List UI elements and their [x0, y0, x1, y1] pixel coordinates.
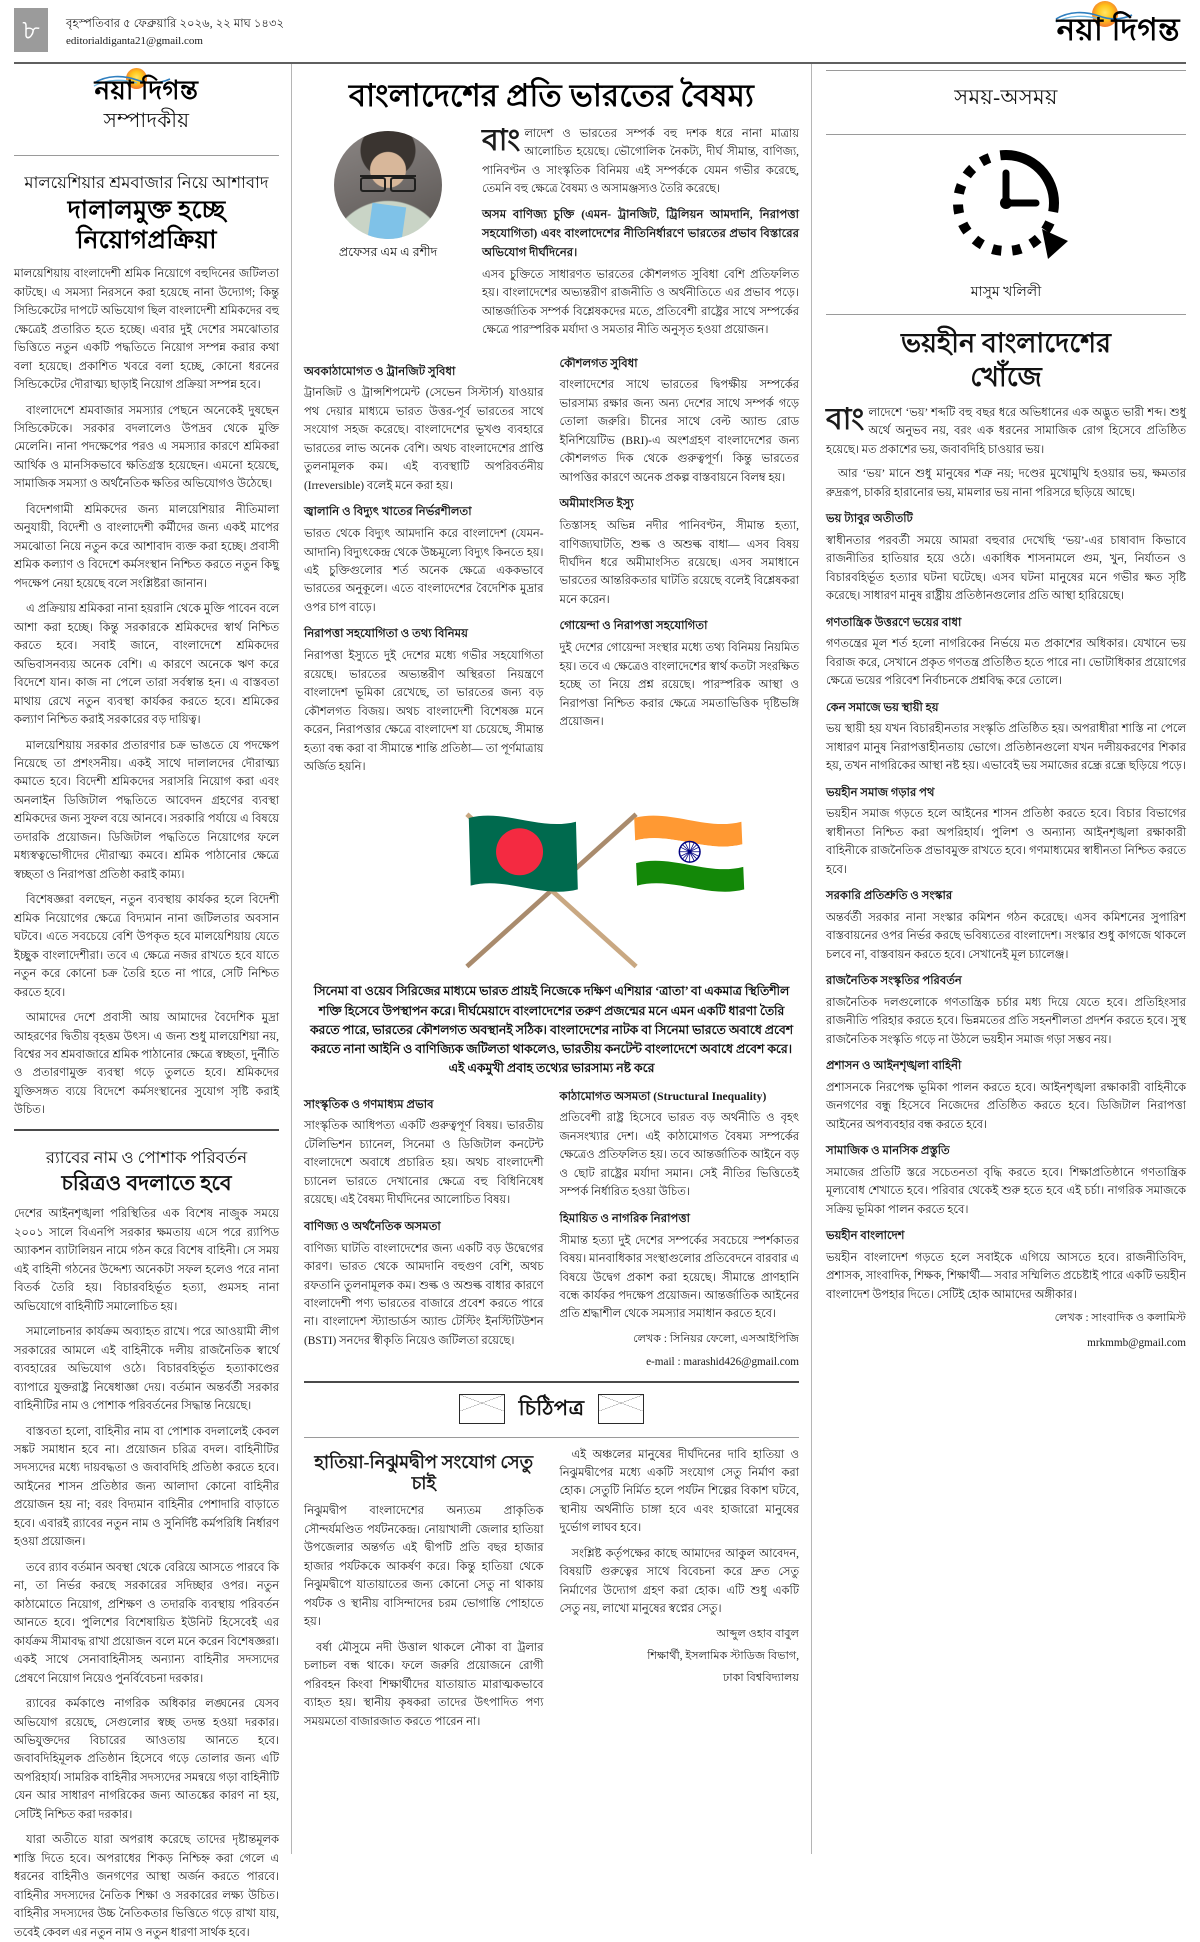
letter-signature-detail-2: ঢাকা বিশ্ববিদ্যালয় — [723, 1672, 799, 1685]
paragraph: ভয়হীন বাংলাদেশ গড়তে হলে সবাইকে এগিয়ে আসতে হবে। রাজনীতিবিদ, প্রশাসক, সাংবাদিক, শিক্ষক, শিক্ষার্থী— সবার সম্মিলিত প্রচেষ্টাই পারে একটি ভয়হীন বাংলাদেশ উপহার দিতে। সেটিই হোক আমাদের অঙ্গীকার। — [826, 1251, 1187, 1301]
paragraph: মালয়েশিয়ায় সরকার প্রতারণার চক্র ভাঙতে যে পদক্ষেপ নিয়েছে তা প্রশংসনীয়। একই সাথে দালালদের দৌরাত্ম্য কমাতে হবে। বিদেশী শ্রমিকদের সরাসরি নিয়োগ করা এবং অনলাইন ডিজিটাল পদ্ধতিতে আবেদন গ্রহণের ব্যবস্থা শ্রমিকদের জন্য সুফল বয়ে আনবে। সরকারি পর্যায়ে এ বিষয়ে তদারকি প্রয়োজন। ডিজিটাল পদ্ধতিতে নিয়োগের ফলে মধ্যস্বত্বভোগীদের দৌরাত্ম্য কমবে। শ্রমিক পাঠানোর ক্ষেত্রে স্বচ্ছতা ও নিরাপত্তা প্রতিষ্ঠা করাই কাম্য। — [14, 739, 279, 881]
paragraph: বর্ষা মৌসুমে নদী উত্তাল থাকলে নৌকা বা ট্রলার চলাচল বন্ধ থাকে। ফলে জরুরি প্রয়োজনে রোগী পরিবহন কিংবা শিক্ষার্থীদের যাতায়াত মারাত্মকভাবে ব্যাহত হয়। স্থানীয় কৃষকরা তাদের উৎপাদিত পণ্য সময়মতো বাজারজাত করতে পারেন না। — [304, 1641, 544, 1728]
paragraph: আমাদের দেশে প্রবাসী আয় আমাদের বৈদেশিক মুদ্রা আহরণের দ্বিতীয় বৃহত্তম উৎস। এ জন্য শুধু মালয়েশিয়া নয়, বিশ্বের সব শ্রমবাজারে শ্রমিক পাঠানোর ক্ষেত্রে স্বচ্ছতা, দুর্নীতি ও প্রতারণামুক্ত ব্যবস্থা গড়ে তুলতে হবে। শ্রমিকদের যুক্তিসঙ্গত ব্যয়ে বিদেশে কর্মসংস্থানের সুযোগ সৃষ্টি করাই উচিত। — [14, 1012, 279, 1117]
section-heading: ভয়হীন সমাজ গড়ার পথ — [826, 786, 935, 799]
author-email: e-mail : marashid426@gmail.com — [646, 1355, 799, 1368]
section-heading: কেন সমাজে ভয় স্থায়ী হয় — [826, 701, 939, 714]
paragraph: এ প্রক্রিয়ায় শ্রমিকরা নানা হয়রানি থেকে মুক্তি পাবেন বলে আশা করা হচ্ছে। কিন্তু সরকারকে শ্রমিকদের স্বার্থ নিশ্চিত করতে হবে। সবাই জানে, বাংলাদেশে শ্রমিকদের অভিবাসনব্যয় অনেক বেশি। এ কারণে অনেকে ঋণ করে বিদেশে যান। কাজ না পেলে তারা সর্বস্বান্ত হন। এ বাস্তবতা মাথায় রেখে নতুন ব্যবস্থা কার্যকর করতে হবে। শ্রমিকের কল্যাণ নিশ্চিত করাই সরকারের বড় দায়িত্ব। — [14, 603, 279, 727]
paragraph: এই অঞ্চলের মানুষের দীর্ঘদিনের দাবি হাতিয়া ও নিঝুমদ্বীপের মধ্যে একটি সংযোগ সেতু নির্মাণ করা হোক। সেতুটি নির্মিত হলে পর্যটন শিল্পের বিকাশ ঘটবে, স্থানীয় অর্থনীতি চাঙ্গা হবে এবং হাজারো মানুষের দুর্ভোগ লাঘব হবে। — [559, 1448, 799, 1535]
masthead-logo[interactable] — [1057, 12, 1186, 45]
editorial-logo-text: নয়া দিগন্ত — [94, 76, 199, 105]
letter-title: হাতিয়া-নিঝুমদ্বীপ সংযোগ সেতু চাই — [314, 1451, 534, 1494]
author-card — [304, 125, 472, 264]
masthead-logo-text: নয়া দিগন্ত — [1056, 12, 1180, 47]
paragraph: ট্রানজিট ও ট্রান্সশিপমেন্ট (সেভেন সিস্টার্স) যাওয়ার পথ দেয়ার মাধ্যমে ভারত উত্তর-পূর্ব ভারতের সাথে সংযোগ সহজ করেছে। বাংলাদেশের ভূখণ্ড ব্যবহারে ভারতের লাভ অনেক বেশি। অথচ বাংলাদেশের প্রাপ্তি তুলনামূলক কম। এই ব্যবস্থাটি অপরিবর্তনীয় (Irreversible) বলেই মনে করা হয়। — [304, 387, 544, 492]
section-heading: ভয়হীন বাংলাদেশ — [826, 1230, 905, 1243]
paragraph: নিরাপত্তা ইস্যুতে দুই দেশের মধ্যে গভীর সহযোগিতা রয়েছে। ভারতের অভ্যন্তরীণ অস্থিরতা নিয়ন্ত্রণে বাংলাদেশ ভূমিকা রেখেছে, তা ভারতের জন্য বড় কৌশলগত বিজয়। অথচ বাংলাদেশী বিশেষজ্ঞ মনে করেন, নিরাপত্তার ক্ষেত্রে বাংলাদেশ যা চেয়েছে, সীমান্ত হত্যা বন্ধ করা বা সীমান্তে শান্তি প্রতিষ্ঠা— তা পূর্ণমাত্রায় অর্জিত হয়নি। — [304, 650, 544, 773]
letter-signature-detail: শিক্ষার্থী, ইসলামিক স্টাডিজ বিভাগ, — [647, 1650, 799, 1663]
bangladesh-india-crossed-flags — [304, 786, 799, 974]
article-figure — [304, 786, 799, 1077]
rail-headline-line-1: ভয়হীন বাংলাদেশের — [901, 328, 1111, 358]
paragraph: প্রতিবেশী রাষ্ট্র হিসেবে ভারত বড় অর্থনীতি ও বৃহৎ জনসংখ্যার দেশ। এই কাঠামোগত বৈষম্য সম্পর্কের ক্ষেত্রেও প্রতিফলিত হয়। তবে আন্তর্জাতিক আইনে বড় ও ছোট রাষ্ট্রের মর্যাদা সমান। সেই নীতির ভিত্তিতেই সম্পর্ক নির্ধারিত হওয়া উচিত। — [559, 1112, 799, 1199]
sun-logo-icon — [1057, 14, 1180, 45]
paragraph: আর ‘ভয়’ মানে শুধু মানুষের শত্রু নয়; দণ্ডের মুখোমুখি হওয়ার ভয়, ক্ষমতার রুদ্ররূপ, চাকরি হারানোর ভয়, মামলার ভয় নানা পরিসরে ছড়িয়ে আছে। — [826, 468, 1186, 499]
paragraph: বাণিজ্য ঘাটতি বাংলাদেশের জন্য একটি বড় উদ্বেগের কারণ। ভারত থেকে আমদানি বহুগুণ বেশি, অথচ রফতানি তুলনামূলক কম। শুল্ক ও অশুল্ক বাধার কারণে বাংলাদেশী পণ্য ভারতের বাজারে প্রবেশ করতে পারে না। বাংলাদেশ স্ট্যান্ডার্ডস অ্যান্ড টেস্টিং ইনস্টিটিউশন (BSTI) সনদের স্বীকৃতি নিয়েও জটিলতা রয়েছে। — [304, 1242, 544, 1347]
rail-author-note: লেখক : সাংবাদিক ও কলামিস্ট — [1054, 1312, 1186, 1325]
paragraph: প্রশাসনকে নিরপেক্ষ ভূমিকা পালন করতে হবে। আইনশৃঙ্খলা রক্ষাকারী বাহিনীকে জনগণের বন্ধু হিসেবে নিজেদের প্রতিষ্ঠিত করতে হবে। ডিজিটাল নিরাপত্তা আইনের অপব্যবহার বন্ধ করতে হবে। — [826, 1081, 1186, 1131]
paragraph: বাংলাদেশে ‘ভয়’ শব্দটি বহু বছর ধরে অভিধানের এক অদ্ভুত ভারী শব্দ। শুধু অর্থে অনুভব নয়, বরং এক ধরনের সামাজিক রোগ হিসেবে প্রতিষ্ঠিত হয়েছে। মত প্রকাশের ভয়, জবাবদিহি চাওয়ার ভয়। — [826, 402, 1186, 456]
letters-body — [304, 1446, 799, 1732]
paragraph: গণতন্ত্রের মূল শর্ত হলো নাগরিকের নির্ভয়ে মত প্রকাশের অধিকার। যেখানে ভয় বিরাজ করে, সেখানে প্রকৃত গণতন্ত্র প্রতিষ্ঠিত হতে পারে না। ভোটাধিকার প্রয়োগের ক্ষেত্রে ভয়ের পরিবেশ নির্বাচনকে প্রশ্নবিদ্ধ করে তোলে। — [826, 638, 1186, 688]
main-article-column — [292, 64, 812, 1854]
editorial-logo-icon — [95, 78, 199, 104]
paragraph: স্বাধীনতার পরবর্তী সময়ে আমরা বহুবার দেখেছি ‘ভয়’-এর চাষাবাদ কিভাবে রাজনীতির হাতিয়ার হয়ে ওঠে। একাধিক শাসনামলে গুম, খুন, নির্যাতন ও বিচারবহির্ভূত হত্যার ঘটনা ঘটেছে। এসব ঘটনা মানুষের মনে গভীর ক্ষত সৃষ্টি করেছে। সাধারণ মানুষ রাষ্ট্রীয় প্রতিষ্ঠানগুলোর প্রতি আস্থা হারিয়েছে। — [826, 534, 1186, 603]
section-heading: সামাজিক ও মানসিক প্রস্তুতি — [826, 1145, 950, 1158]
clock-arrow-icon — [826, 135, 1186, 276]
section-heading: সাংস্কৃতিক ও গণমাধ্যম প্রভাব — [304, 1097, 434, 1111]
paragraph: ভয়হীন সমাজ গড়তে হলে আইনের শাসন প্রতিষ্ঠা করতে হবে। বিচার বিভাগের স্বাধীনতা নিশ্চিত করা অপরিহার্য। পুলিশ ও অন্যান্য আইনশৃঙ্খলা রক্ষাকারী বাহিনীকে রাজনৈতিক প্রভাবমুক্ত রাখতে হবে। গণমাধ্যমের স্বাধীনতা নিশ্চিত করতে হবে। — [826, 808, 1186, 876]
paragraph: সমাজের প্রতিটি স্তরে সচেতনতা বৃদ্ধি করতে হবে। শিক্ষাপ্রতিষ্ঠানে গণতান্ত্রিক মূল্যবোধ শেখাতে হবে। পরিবার থেকেই শুরু হতে হবে এই চর্চা। নাগরিক সমাজকে সক্রিয় ভূমিকা পালন করতে হবে। — [826, 1166, 1186, 1216]
article-byline-block — [304, 125, 799, 347]
paragraph: বিদেশগামী শ্রমিকদের জন্য মালয়েশিয়ার নীতিমালা অনুযায়ী, বিদেশী ও বাংলাদেশী কর্মীদের জন্য একই মাপের সমঝোতা নিয়ে নতুন করে আশাবাদ ব্যক্ত করা হচ্ছে। প্রবাসী শ্রমিক কল্যাণ ও বিদেশে কর্মসংস্থান নিশ্চিত করতে নতুন কিছু পদক্ষেপ নেয়া হয়েছে বলে সংশ্লিষ্টরা জানান। — [14, 503, 279, 590]
section-heading: অসম বাণিজ্য চুক্তি (এমন- ট্রানজিট, ট্রিলিয়ন আমদানি, নিরাপত্তা সহযোগিতা) এবং বাংলাদেশের নীতিনির্ধারণে ভারতের প্রভাব বিস্তারের অভিযোগ দীর্ঘদিনের। — [482, 208, 799, 260]
section-heading: অমীমাংসিত ইস্যু — [559, 497, 634, 511]
editorial-1-title: দালালমুক্ত হচ্ছে নিয়োগপ্রক্রিয়া — [67, 197, 226, 255]
paragraph: বাস্তবতা হলো, বাহিনীর নাম বা পোশাক বদলালেই কেবল সঙ্কট সমাধান হবে না। প্রয়োজন চরিত্র বদল। বাহিনীটির সদস্যদের মধ্যে দায়বদ্ধতা ও জবাবদিহি প্রতিষ্ঠা করতে হবে। আইনের শাসন প্রতিষ্ঠার জন্য আলাদা কোনো বাহিনীর প্রয়োজন হয় না; বরং বিদ্যমান বাহিনীর পেশাদারি বাড়াতে হবে। এবারই র‍্যাবের নতুন নাম ও সুনির্দিষ্ট কর্মপরিধি নির্ধারণ হওয়া প্রয়োজন। — [14, 1425, 279, 1549]
article-body-lower — [304, 1088, 799, 1371]
section-heading: প্রশাসন ও আইনশৃঙ্খলা বাহিনী — [826, 1060, 962, 1073]
paragraph: সাংস্কৃতিক আধিপত্য একটি গুরুত্বপূর্ণ বিষয়। ভারতীয় টেলিভিশন চ্যানেল, সিনেমা ও ডিজিটাল কনটেন্ট বাংলাদেশে অবাধে প্রচারিত হয়। অথচ বাংলাদেশী চ্যানেল ভারতে দেখানোর ক্ষেত্রে বহু বিধিনিষেধ রয়েছে। এই বৈষম্য দীর্ঘদিনের আলোচিত বিষয়। — [304, 1120, 544, 1207]
paragraph: সংশ্লিষ্ট কর্তৃপক্ষের কাছে আমাদের আকুল আবেদন, বিষয়টি গুরুত্বের সাথে বিবেচনা করে দ্রুত সেতু নির্মাণের উদ্যোগ গ্রহণ করা হোক। এটি শুধু একটি সেতু নয়, লাখো মানুষের স্বপ্নের সেতু। — [559, 1547, 799, 1616]
rail-headline-line-2: খোঁজে — [970, 362, 1042, 393]
paragraph: ভারত থেকে বিদ্যুৎ আমদানি করে বাংলাদেশ (যেমন- আদানি) বিদ্যুৎকেন্দ্র থেকে উচ্চমূল্যে বিদ্যুৎ কিনতে হয়। এই চুক্তিগুলোর শর্ত অনেক ক্ষেত্রে এককভাবে ভারতের অনুকূলে। এতে বাংলাদেশের বৈদেশিক মুদ্রার ওপর চাপ বাড়ে। — [304, 528, 544, 614]
paragraph: বাংলাদেশে শ্রমবাজার সমস্যার পেছনে অনেকেই দুষছেন সিন্ডিকেটকে। সরকার বদলালেও উপদ্রব থেকে মুক্তি মেলেনি। নানা পদক্ষেপের পরও এ সমস্যার কারণে শ্রমিকরা আর্থিক ও মানসিকভাবে ক্ষতিগ্রস্ত হয়েছেন। এমনো হয়েছে, সামাজিক সমস্যা ও অর্থনৈতিক ক্ষতির অভিযোগও উঠেছে। — [14, 404, 279, 491]
paragraph: বাংলাদেশের সাথে ভারতের দ্বিপক্ষীয় সম্পর্কের ভারসাম্য রক্ষার জন্য অন্য দেশের সাথে সম্পর্ক গড়ে তোলা জরুরি। চীনের সাথে বেল্ট অ্যান্ড রোড ইনিশিয়েটিভ (BRI)-এ অংশগ্রহণ বাংলাদেশের জন্য কৌশলগত দিক থেকে গুরুত্বপূর্ণ। কিন্তু ভারতের আপত্তির কারণে অনেক প্রকল্প বাস্তবায়নে বিলম্ব হয়। — [559, 379, 799, 484]
paragraph: তবে র‍্যাব বর্তমান অবস্থা থেকে বেরিয়ে আসতে পারবে কি না, তা নির্ভর করছে সরকারের সদিচ্ছার ওপর। নতুন কাঠামোতে নিয়োগ, প্রশিক্ষণ ও তদারকি ব্যবস্থায় পরিবর্তন আনতে হবে। পুলিশের বিশেষায়িত ইউনিট হিসেবেই এর কার্যক্রম সীমাবদ্ধ রাখা প্রয়োজন বলে মনে করেন বিশেষজ্ঞরা। একই সাথে সেনাবাহিনীসহ অন্যান্য বাহিনীর সদস্যদের প্রেষণে নিয়োগ নিয়েও পুনর্বিবেচনা দরকার। — [14, 1561, 279, 1685]
rail-author-name: মাসুম খলিলী — [970, 285, 1042, 300]
paragraph: বিশেষজ্ঞরা বলছেন, নতুন ব্যবস্থায় কার্যকর হলে বিদেশী শ্রমিক নিয়োগের ক্ষেত্রে বিদ্যমান নানা জটিলতার অবসান ঘটবে। এতে সবচেয়ে বেশি উপকৃত হবে মালয়েশিয়ায় যেতে ইচ্ছুক বাংলাদেশীরা। তবে এ ক্ষেত্রে নজর রাখতে হবে যাতে নতুন করে কোনো চক্র তৈরি হতে না পারে, সেটি নিশ্চিত করতে হবে। — [14, 894, 279, 999]
letter-signature-name: আব্দুল ওহাব বাবুল — [716, 1627, 799, 1640]
paragraph: র‍্যাবের কর্মকাণ্ডে নাগরিক অধিকার লঙ্ঘনের যেসব অভিযোগ রয়েছে, সেগুলোর স্বচ্ছ তদন্ত হওয়া দরকার। অভিযুক্তদের বিচারের আওতায় আনতে হবে। জবাবদিহিমূলক প্রতিষ্ঠান হিসেবে গড়ে তোলার জন্য এটি অপরিহার্য। সামরিক বাহিনীর সদস্যদের সমন্বয়ে গড়া বাহিনীটি যেন আর সাধারণ নাগরিকের জন্য আতঙ্কের কারণ না হয়, সেটিই নিশ্চিত করা দরকার। — [14, 1698, 279, 1821]
paragraph: সমালোচনার কার্যক্রম অব্যাহত রাখে। পরে আওয়ামী লীগ সরকারের আমলে এই বাহিনীকে দলীয় রাজনৈতিক স্বার্থে ব্যবহারের অভিযোগ ওঠে। বিচারবহির্ভূত হত্যাকাণ্ডের ব্যাপারে যুক্তরাষ্ট্র নিষেধাজ্ঞা দেয়। বর্তমান অন্তর্বর্তী সরকার বাহিনীটির নাম ও পোশাক পরিবর্তনের সিদ্ধান্ত নিয়েছে। — [14, 1326, 279, 1413]
section-heading: রাজনৈতিক সংস্কৃতির পরিবর্তন — [826, 975, 962, 988]
paragraph: তিস্তাসহ অভিন্ন নদীর পানিবণ্টন, সীমান্ত হত্যা, বাণিজ্যঘাটতি, শুল্ক ও অশুল্ক বাধা— এসব বিষয় দীর্ঘদিন ধরে অমীমাংসিত রয়েছে। এসব সমাধানে ভারতের আন্তরিকতার ঘাটতি রয়েছে বলেই বিশ্লেষকরা মনে করেন। — [559, 520, 799, 606]
figure-caption: সিনেমা বা ওয়েব সিরিজের মাধ্যমে ভারত প্রায়ই নিজেকে দক্ষিণ এশিয়ার ‘ত্রাতা’ বা একমাত্র স্থিতিশীল শক্তি হিসেবে উপস্থাপন করে। দীর্ঘমেয়াদে বাংলাদেশের তরুণ প্রজন্মের মনে এমন একটি ধারণা তৈরি করতে পারে, ভারতের কৌশলগত অবস্থানই সঠিক। বাংলাদেশের নাটক বা সিনেমা ভারতে অবাধে প্রবেশ করতে নানা আইনি ও বাণিজ্যিক জটিলতা থাকলেও, ভারতীয় কনটেন্ট বাংলাদেশে অবাধে প্রবেশ করে। এই একমুখী প্রবাহ তথ্যের ভারসাম্য নষ্ট করে — [309, 984, 794, 1075]
editorial-1-kicker: মালয়েশিয়ার শ্রমবাজার নিয়ে আশাবাদ — [24, 173, 269, 192]
section-heading: গোয়েন্দা ও নিরাপত্তা সহযোগিতা — [559, 619, 708, 633]
paragraph: দুই দেশের গোয়েন্দা সংস্থার মধ্যে তথ্য বিনিময় নিয়মিত হয়। তবে এ ক্ষেত্রেও বাংলাদেশের স্বার্থ কতটা সংরক্ষিত হচ্ছে তা নিয়ে প্রশ্ন রয়েছে। পারস্পরিক আস্থা ও নিরাপত্তা নিশ্চিত করার ক্ষেত্রে সমতাভিত্তিক দৃষ্টিভঙ্গি প্রয়োজন। — [559, 642, 799, 729]
rail-body — [826, 404, 1186, 1352]
editorial-email: editorialdiganta21@gmail.com — [66, 35, 203, 48]
paragraph: এসব চুক্তিতে সাধারণত ভারতের কৌশলগত সুবিধা বেশি প্রতিফলিত হয়। বাংলাদেশের অভ্যন্তরীণ রাজনীতি ও অর্থনীতিতে এর প্রভাব পড়ে। আন্তর্জাতিক সম্পর্ক বিশ্লেষকদের মতে, প্রতিবেশী রাষ্ট্রের সাথে সম্পর্কের ক্ষেত্রে পারস্পরিক মর্যাদা ও সমতার নীতি অনুসৃত হওয়া প্রয়োজন। — [482, 268, 799, 337]
shirt-detail — [368, 202, 406, 238]
section-heading: সরকারি প্রতিশ্রুতি ও সংস্কার — [826, 890, 953, 903]
divider — [14, 1129, 279, 1131]
paragraph: মালয়েশিয়ায় বাংলাদেশী শ্রমিক নিয়োগে বহুদিনের জটিলতা কাটছে। এ সমস্যা নিরসনে করা হয়েছে নানা উদ্যোগ; কিন্তু সিন্ডিকেটের দাপটে অভিযোগ ছিল বাংলাদেশী শ্রমিকদের বহু ক্ষেত্রেই প্রতারিত হতে হচ্ছে। এবার দুই দেশের সমঝোতার ভিত্তিতে নতুন একটি পদ্ধতিতে নিয়োগ সম্পন্ন করার কথা বলা হয়েছে। প্রকাশিত খবরে বলা হচ্ছে, কোনো ধরনের সিন্ডিকেটের দৌরাত্ম্য ছাড়াই নিয়োগ প্রক্রিয়া সম্পন্ন হবে। — [14, 268, 279, 392]
envelope-icon — [459, 1394, 505, 1424]
author-portrait — [334, 131, 442, 239]
article-lead — [482, 125, 799, 347]
paragraph: ভয় স্থায়ী হয় যখন বিচারহীনতার সংস্কৃতি প্রতিষ্ঠিত হয়। অপরাধীরা শাস্তি না পেলে সাধারণ মানুষ নিরাপত্তাহীনতায় ভোগে। প্রতিষ্ঠানগুলো যখন দলীয়করণের শিকার হয়, তখন নাগরিকের আস্থা নষ্ট হয়। এভাবেই ভয় সমাজের রন্ধ্রে রন্ধ্রে ছড়িয়ে পড়ে। — [826, 723, 1186, 773]
section-heading: ভয় ট্যাবুর অতীতটি — [826, 513, 913, 526]
flags-illustration — [304, 786, 799, 974]
paragraph: দেশের আইনশৃঙ্খলা পরিস্থিতির এক বিশেষ নাজুক সময়ে ২০০১ সালে বিএনপি সরকার ক্ষমতায় এসে পরে র‍্যাপিড অ্যাকশন ব্যাটালিয়ন নামে গঠন করে বিশেষ বাহিনী। সে সময় এই বাহিনী গঠনের উদ্দেশ্য অনেকটা সফল হলেও পরে নানা বিতর্ক তৈরি হয়। বিচারবহির্ভূত হত্যা, গুমসহ নানা অভিযোগে বাহিনীটি সমালোচিত হয়। — [14, 1208, 279, 1313]
page-grid — [0, 64, 1200, 1939]
author-credit: লেখক : সিনিয়র ফেলো, এসআইপিজি — [633, 1332, 799, 1345]
divider — [14, 155, 279, 156]
section-heading: বাণিজ্য ও অর্থনৈতিক অসমতা — [304, 1219, 441, 1233]
paragraph: বাংলাদেশ ও ভারতের সম্পর্ক বহু দশক ধরে নানা মাত্রায় আলোচিত হয়েছে। ভৌগোলিক নৈকট্য, দীর্ঘ সীমান্ত, বাণিজ্য, পানিবণ্টন ও সাংস্কৃতিক বিনিময় এই সম্পর্ককে যেমন গভীর করেছে, তেমনি বহু ক্ষেত্রে বৈষম্য ও অসামঞ্জস্যও তৈরি করেছে। — [482, 123, 799, 195]
editorial-2-title: চরিত্রও বদলাতে হবে — [61, 1171, 232, 1196]
letters-section-header — [304, 1392, 799, 1427]
masthead — [0, 0, 1200, 62]
paragraph: রাজনৈতিক দলগুলোকে গণতান্ত্রিক চর্চার মধ্য দিয়ে যেতে হবে। প্রতিহিংসার রাজনীতি পরিহার করতে হবে। ভিন্নমতের প্রতি সহনশীলতা প্রদর্শন করতে হবে। সুস্থ রাজনৈতিক সংস্কৃতি গড়ে না উঠলে ভয়হীন সমাজ গড়া সম্ভব নয়। — [826, 996, 1186, 1046]
page-folio-badge: ৮ — [14, 8, 48, 52]
editorial-section-label: সম্পাদকীয় — [103, 110, 190, 132]
clock-glyph — [936, 141, 1076, 269]
opinion-column — [812, 64, 1186, 1854]
rail-section-title: সময়-অসময় — [954, 85, 1058, 109]
section-heading: নিরাপত্তা সহযোগিতা ও তথ্য বিনিময় — [304, 627, 468, 641]
masthead-meta — [66, 12, 284, 50]
section-heading: কৌশলগত সুবিধা — [559, 356, 638, 370]
section-heading: অবকাঠামোগত ও ট্রানজিট সুবিধা — [304, 364, 456, 378]
editorial-flag — [14, 64, 279, 145]
envelope-icon — [598, 1394, 644, 1424]
section-heading: হিমায়িত ও নাগরিক নিরাপত্তা — [559, 1211, 690, 1225]
author-name: প্রফেসর এম এ রশীদ — [338, 244, 438, 259]
editorial-1-body — [14, 265, 279, 1120]
paragraph: অন্তর্বর্তী সরকার নানা সংস্কার কমিশন গঠন করেছে। এসব কমিশনের সুপারিশ বাস্তবায়নের ওপর নির্ভর করছে ভবিষ্যতের বাংলাদেশ। সংস্কার শুধু কাগজে থাকলে চলবে না, বাস্তবায়ন করতে হবে। সেখানেই মূল চ্যালেঞ্জ। — [826, 911, 1186, 961]
paragraph: সীমান্ত হত্যা দুই দেশের সম্পর্কের সবচেয়ে স্পর্শকাতর বিষয়। মানবাধিকার সংস্থাগুলোর প্রতিবেদনে বারবার এ বিষয়ে উদ্বেগ প্রকাশ করা হয়েছে। সীমান্তে প্রাণহানি বন্ধে কার্যকর পদক্ষেপ প্রয়োজন। আন্তর্জাতিক আইনের প্রতি শ্রদ্ধাশীল থেকে সমস্যার সমাধান করতে হবে। — [559, 1234, 799, 1321]
divider — [304, 1437, 799, 1438]
letters-section-title: চিঠিপত্র — [518, 1395, 585, 1420]
section-heading: গণতান্ত্রিক উত্তরণে ভয়ের বাধা — [826, 616, 962, 629]
editorial-2-kicker: র‍্যাবের নাম ও পোশাক পরিবর্তন — [45, 1147, 248, 1167]
rail-author-email: mrkmmb@gmail.com — [1087, 1336, 1186, 1349]
editorial-column — [14, 64, 292, 1939]
glasses-detail — [360, 175, 416, 189]
editorial-2-body — [14, 1205, 279, 1942]
article-headline: বাংলাদেশের প্রতি ভারতের বৈষম্য — [348, 78, 755, 113]
publication-date: বৃহস্পতিবার ৫ ফেব্রুয়ারি ২০২৬, ২২ মাঘ ১৪৩২ — [66, 18, 285, 30]
paragraph: নিঝুমদ্বীপ বাংলাদেশের অন্যতম প্রাকৃতিক সৌন্দর্যমণ্ডিত পর্যটনকেন্দ্র। নোয়াখালী জেলার হাতিয়া উপজেলার অন্তর্গত এই দ্বীপটি প্রতি বছর হাজার হাজার পর্যটককে আকর্ষণ করে। কিন্তু হাতিয়া থেকে নিঝুমদ্বীপে যাতায়াতের জন্য কোনো সেতু না থাকায় পর্যটক ও স্থানীয় বাসিন্দাদের চরম ভোগান্তি পোহাতে হয়। — [304, 1505, 544, 1629]
divider — [304, 1381, 799, 1383]
section-heading: জ্বালানি ও বিদ্যুৎ খাতের নির্ভরশীলতা — [304, 505, 472, 519]
section-heading: কাঠামোগত অসমতা (Structural Inequality) — [559, 1089, 767, 1103]
paragraph: যারা অতীতে যারা অপরাধ করেছে তাদের দৃষ্টান্তমূলক শাস্তি দিতে হবে। অপরাধের শিকড় নিশ্চিহ্ন করা গেলে এ ধরনের বাহিনীও জনগণের আস্থা অর্জন করতে পারবে। বাহিনীর সদস্যদের নৈতিক শিক্ষা ও সরকারের লক্ষ্য উচিত। বাহিনীর সদস্যদের উচ্চ নৈতিকতার ভিত্তিতে গড়ে রাখা যায়, তবেই কেবল এর নতুন নাম ও নতুন ধারণা সার্থক হবে। — [14, 1834, 279, 1939]
article-body-upper — [304, 355, 799, 777]
divider — [826, 314, 1186, 315]
